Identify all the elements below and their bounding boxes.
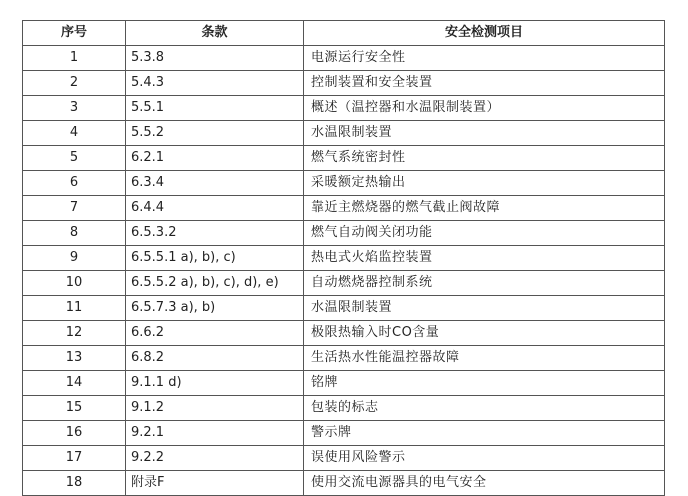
clause-cell: 6.6.2 xyxy=(126,321,304,346)
row-number-cell: 8 xyxy=(23,221,126,246)
clause-cell: 5.4.3 xyxy=(126,71,304,96)
row-number-cell: 14 xyxy=(23,371,126,396)
header-item: 安全检测项目 xyxy=(304,21,665,46)
clause-cell: 附录F xyxy=(126,471,304,496)
header-clause: 条款 xyxy=(126,21,304,46)
test-item-cell: 极限热输入时CO含量 xyxy=(304,321,665,346)
test-item-cell: 使用交流电源器具的电气安全 xyxy=(304,471,665,496)
row-number-cell: 7 xyxy=(23,196,126,221)
header-no: 序号 xyxy=(23,21,126,46)
test-item-cell: 自动燃烧器控制系统 xyxy=(304,271,665,296)
table-row xyxy=(23,471,665,496)
row-number-cell: 9 xyxy=(23,246,126,271)
test-item-cell: 生活热水性能温控器故障 xyxy=(304,346,665,371)
clause-cell: 9.1.2 xyxy=(126,396,304,421)
safety-test-table xyxy=(22,20,665,496)
clause-cell: 6.8.2 xyxy=(126,346,304,371)
row-number-cell: 4 xyxy=(23,121,126,146)
clause-cell: 5.5.2 xyxy=(126,121,304,146)
test-item-cell: 控制装置和安全装置 xyxy=(304,71,665,96)
test-item-cell: 水温限制装置 xyxy=(304,121,665,146)
clause-cell: 6.5.3.2 xyxy=(126,221,304,246)
table-row xyxy=(23,146,665,171)
row-number-cell: 11 xyxy=(23,296,126,321)
test-item-cell: 概述（温控器和水温限制装置） xyxy=(304,96,665,121)
table-row xyxy=(23,321,665,346)
table-row xyxy=(23,446,665,471)
table-row xyxy=(23,421,665,446)
table-row xyxy=(23,246,665,271)
row-number-cell: 3 xyxy=(23,96,126,121)
clause-cell: 6.2.1 xyxy=(126,146,304,171)
test-item-cell: 包装的标志 xyxy=(304,396,665,421)
table-row xyxy=(23,46,665,71)
test-item-cell: 铭牌 xyxy=(304,371,665,396)
clause-cell: 6.5.5.1 a), b), c) xyxy=(126,246,304,271)
row-number-cell: 17 xyxy=(23,446,126,471)
row-number-cell: 16 xyxy=(23,421,126,446)
table-row xyxy=(23,171,665,196)
test-item-cell: 电源运行安全性 xyxy=(304,46,665,71)
row-number-cell: 5 xyxy=(23,146,126,171)
test-item-cell: 燃气系统密封性 xyxy=(304,146,665,171)
clause-cell: 9.1.1 d) xyxy=(126,371,304,396)
row-number-cell: 2 xyxy=(23,71,126,96)
test-item-cell: 热电式火焰监控装置 xyxy=(304,246,665,271)
table-row xyxy=(23,296,665,321)
table-row xyxy=(23,346,665,371)
table-header-row xyxy=(23,21,665,46)
row-number-cell: 13 xyxy=(23,346,126,371)
row-number-cell: 12 xyxy=(23,321,126,346)
clause-cell: 6.3.4 xyxy=(126,171,304,196)
table-row xyxy=(23,96,665,121)
table-row xyxy=(23,396,665,421)
test-item-cell: 采暖额定热输出 xyxy=(304,171,665,196)
clause-cell: 9.2.1 xyxy=(126,421,304,446)
clause-cell: 6.5.5.2 a), b), c), d), e) xyxy=(126,271,304,296)
test-item-cell: 警示牌 xyxy=(304,421,665,446)
table-row xyxy=(23,271,665,296)
clause-cell: 5.3.8 xyxy=(126,46,304,71)
clause-cell: 6.5.7.3 a), b) xyxy=(126,296,304,321)
table-row xyxy=(23,371,665,396)
table-row xyxy=(23,221,665,246)
row-number-cell: 10 xyxy=(23,271,126,296)
test-item-cell: 燃气自动阀关闭功能 xyxy=(304,221,665,246)
clause-cell: 6.4.4 xyxy=(126,196,304,221)
table-body xyxy=(23,46,665,496)
clause-cell: 9.2.2 xyxy=(126,446,304,471)
test-item-cell: 误使用风险警示 xyxy=(304,446,665,471)
row-number-cell: 15 xyxy=(23,396,126,421)
table-row xyxy=(23,196,665,221)
row-number-cell: 6 xyxy=(23,171,126,196)
table-row xyxy=(23,121,665,146)
test-item-cell: 靠近主燃烧器的燃气截止阀故障 xyxy=(304,196,665,221)
clause-cell: 5.5.1 xyxy=(126,96,304,121)
row-number-cell: 18 xyxy=(23,471,126,496)
row-number-cell: 1 xyxy=(23,46,126,71)
table-row xyxy=(23,71,665,96)
test-item-cell: 水温限制装置 xyxy=(304,296,665,321)
